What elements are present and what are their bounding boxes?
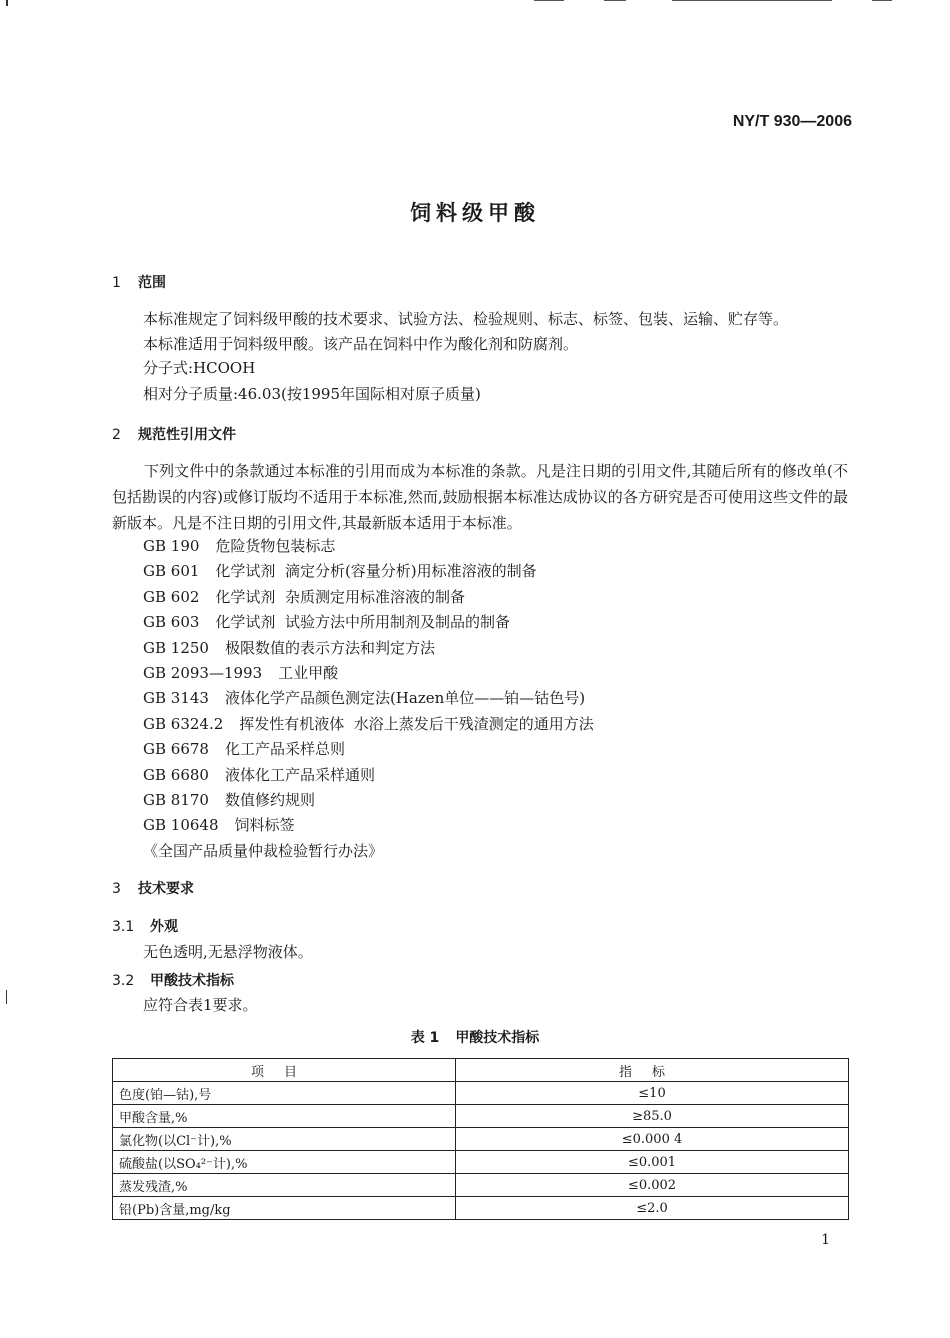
- top-rule: [672, 0, 832, 1]
- reference-title: 液体化学产品颜色测定法(Hazen单位——铂—钴色号): [224, 689, 586, 708]
- reference-title: 数值修约规则: [224, 790, 315, 809]
- table-caption-text: 甲酸技术指标: [455, 1030, 540, 1046]
- subsection-number: 3.2: [112, 973, 135, 989]
- section-title: 范围: [138, 275, 166, 291]
- table-row: [113, 1174, 849, 1197]
- table-cell-item: 蒸发残渣,%: [113, 1174, 456, 1197]
- column-header-item: 项目: [113, 1059, 456, 1082]
- section-number: 2: [112, 427, 121, 443]
- reference-title: 工业甲酸: [278, 663, 339, 682]
- reference-title: 危险货物包装标志: [215, 537, 336, 555]
- table-header-row: [113, 1059, 849, 1082]
- reference-item: [143, 839, 594, 864]
- molecular-mass-line: 相对分子质量:46.03(按1995年国际相对原子质量): [143, 385, 481, 403]
- reference-code: GB 10648: [143, 816, 219, 835]
- table-cell-value: ≤2.0: [456, 1197, 849, 1220]
- reference-code: GB 2093—1993: [143, 663, 263, 682]
- table-row: [113, 1105, 849, 1128]
- reference-item: [143, 559, 594, 584]
- table-cell-value: ≤0.001: [456, 1151, 849, 1174]
- reference-code: GB 8170: [143, 790, 209, 809]
- reference-title: 饲料标签: [234, 816, 295, 835]
- subsection-3-2-heading: [112, 970, 234, 990]
- top-rule: [604, 0, 626, 1]
- reference-title: 液体化工产品采样通则: [224, 765, 375, 784]
- subsection-3-1-heading: [112, 916, 178, 936]
- reference-title: 挥发性有机液体 水浴上蒸发后干残渣测定的通用方法: [239, 714, 594, 733]
- reference-code: GB 602: [143, 587, 200, 606]
- reference-item: [143, 737, 594, 762]
- table-row: [113, 1151, 849, 1174]
- table-cell-value: ≤0.002: [456, 1174, 849, 1197]
- formula-line: 分子式:HCOOH: [143, 359, 256, 377]
- reference-item: [143, 636, 594, 661]
- table-cell-item: 甲酸含量,%: [113, 1105, 456, 1128]
- binding-edge-mark: [6, 0, 8, 6]
- section-title: 技术要求: [138, 881, 194, 897]
- section-number: 1: [112, 275, 121, 291]
- reference-title: 极限数值的表示方法和判定方法: [224, 638, 435, 657]
- reference-code: GB 6680: [143, 765, 209, 784]
- reference-code: GB 3143: [143, 689, 209, 708]
- appearance-text: 无色透明,无悬浮物液体。: [143, 943, 313, 961]
- scope-line: 本标准规定了饲料级甲酸的技术要求、试验方法、检验规则、标志、标签、包装、运输、贮存等。: [143, 310, 789, 328]
- spec-table: [112, 1058, 849, 1220]
- table-label: 表 1: [410, 1030, 440, 1046]
- reference-code: GB 601: [143, 562, 200, 581]
- reference-title: 化学试剂 试验方法中所用制剂及制品的制备: [215, 613, 510, 632]
- reference-code: GB 603: [143, 613, 200, 632]
- document-title: 饲料级甲酸: [410, 201, 540, 225]
- reference-code: GB 1250: [143, 638, 209, 657]
- section-2-heading: [112, 424, 236, 444]
- reference-code: GB 6324.2: [143, 714, 224, 733]
- table-caption: [0, 1027, 950, 1047]
- reference-list: [143, 534, 594, 864]
- reference-item: [143, 534, 594, 559]
- table-cell-value: ≤10: [456, 1082, 849, 1105]
- table-cell-item: 色度(铂—钴),号: [113, 1082, 456, 1105]
- subsection-title: 甲酸技术指标: [150, 973, 234, 989]
- reference-title: 《全国产品质量仲裁检验暂行办法》: [143, 841, 384, 860]
- section-3-heading: [112, 878, 194, 898]
- table-reference-text: 应符合表1要求。: [143, 996, 258, 1014]
- reference-item: [143, 661, 594, 686]
- column-header-value: 指标: [456, 1059, 849, 1082]
- reference-title: 化工产品采样总则: [224, 740, 345, 759]
- table-row: [113, 1197, 849, 1220]
- scope-line: 本标准适用于饲料级甲酸。该产品在饲料中作为酸化剂和防腐剂。: [143, 335, 579, 353]
- reference-item: [143, 712, 594, 737]
- reference-item: [143, 788, 594, 813]
- reference-code: GB 6678: [143, 740, 209, 759]
- reference-item: [143, 585, 594, 610]
- table-cell-value: ≤0.000 4: [456, 1128, 849, 1151]
- reference-item: [143, 610, 594, 635]
- standard-code: NY/T 930—2006: [732, 113, 852, 130]
- table-cell-item: 铅(Pb)含量,mg/kg: [113, 1197, 456, 1220]
- table-cell-item: 氯化物(以Cl⁻计),%: [113, 1128, 456, 1151]
- section-1-heading: [112, 272, 166, 292]
- reference-item: [143, 763, 594, 788]
- reference-title: 化学试剂 滴定分析(容量分析)用标准溶液的制备: [215, 562, 537, 581]
- references-intro: 下列文件中的条款通过本标准的引用而成为本标准的条款。凡是注日期的引用文件,其随后所有的修改单(不包括勘误的内容)或修订版均不适用于本标准,然而,鼓励根据本标准达成协议的各方研究是否可使用这些文件的最新版本。凡是不注日期的引用文件,其最新版本适用于本标准。: [112, 462, 848, 532]
- top-rule: [872, 0, 892, 1]
- reference-code: GB 190: [143, 537, 200, 555]
- table-cell-item: 硫酸盐(以SO₄²⁻计),%: [113, 1151, 456, 1174]
- subsection-number: 3.1: [112, 919, 135, 935]
- binding-edge-mark: [6, 990, 7, 1004]
- reference-title: 化学试剂 杂质测定用标准溶液的制备: [215, 587, 465, 606]
- table-row: [113, 1128, 849, 1151]
- table-row: [113, 1082, 849, 1105]
- top-rule: [534, 0, 564, 1]
- section-title: 规范性引用文件: [138, 427, 236, 443]
- page-number: 1: [821, 1232, 830, 1248]
- reference-item: [143, 686, 594, 711]
- section-number: 3: [112, 881, 121, 897]
- table-cell-value: ≥85.0: [456, 1105, 849, 1128]
- subsection-title: 外观: [150, 919, 178, 935]
- reference-item: [143, 813, 594, 838]
